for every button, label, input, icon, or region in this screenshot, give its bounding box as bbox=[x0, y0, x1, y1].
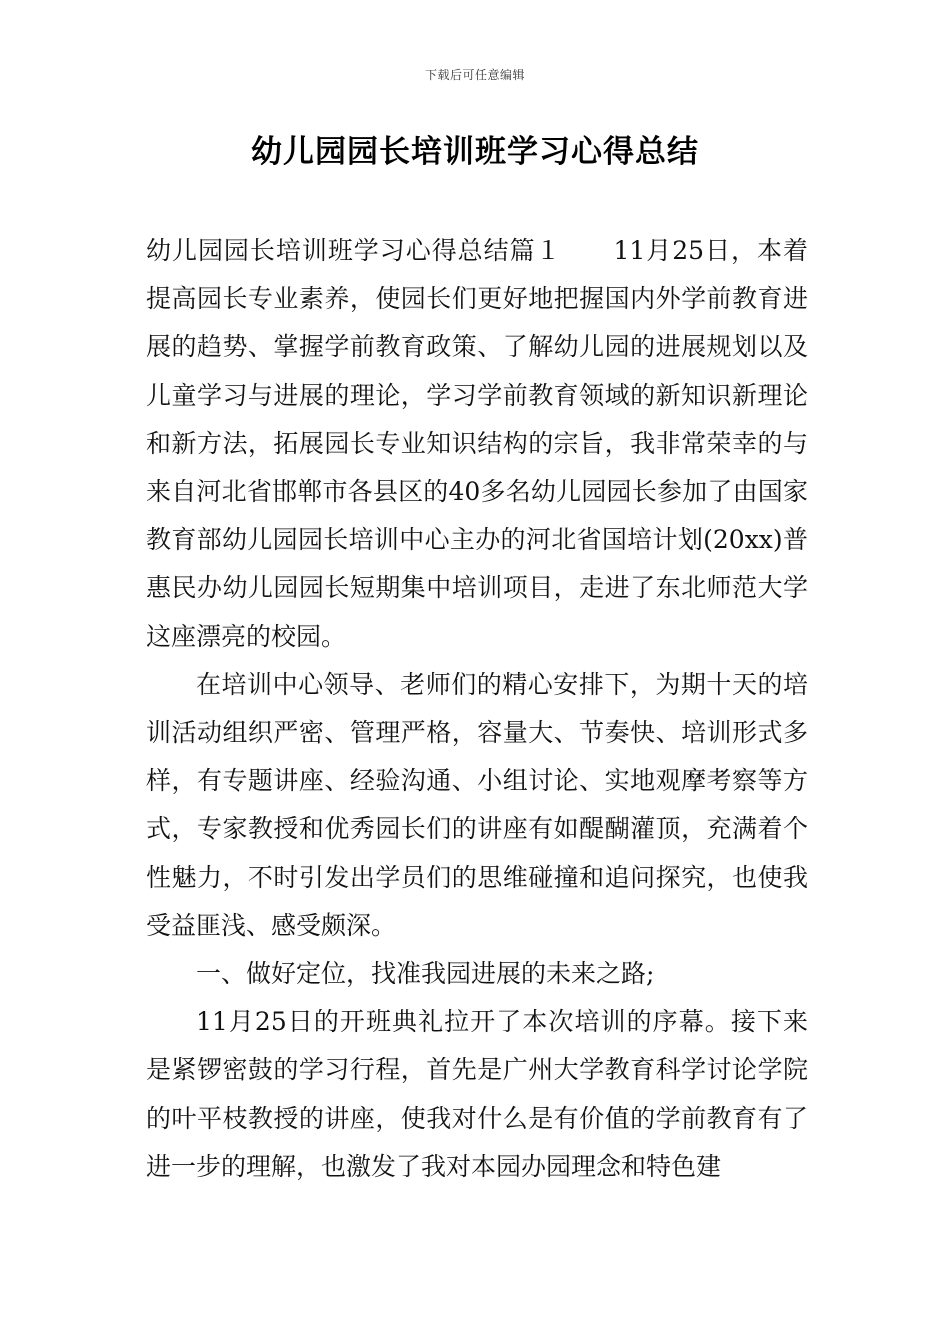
paragraph-intro: 幼儿园园长培训班学习心得总结篇１ 11月25日，本着提高园长专业素养，使园长们更好地把握国内外学前教育进展的趋势、掌握学前教育政策、了解幼儿园的进展规划以及儿童学习与进展的理论，学习学前教育领域的新知识新理论和新方法，拓展园长专业知识结构的宗旨，我非常荣幸的与来自河北省邯郸市各县区的40多名幼儿园园长参加了由国家教育部幼儿园园长培训中心主办的河北省国培计划(20xx)普惠民办幼儿园园长短期集中培训项目，走进了东北师范大学这座漂亮的校园。 bbox=[146, 236, 808, 651]
document-title: 幼儿园园长培训班学习心得总结 bbox=[251, 134, 699, 170]
section-heading-positioning: 一、做好定位，找准我园进展的未来之路; bbox=[196, 959, 655, 989]
header-note: 下载后可任意编辑 bbox=[424, 68, 525, 82]
document-body bbox=[146, 227, 808, 1191]
paragraph-opening-ceremony: 11月25日的开班典礼拉开了本次培训的序幕。接下来是紧锣密鼓的学习行程，首先是广州大学教育科学讨论学院的叶平枝教授的讲座，使我对什么是有价值的学前教育有了进一步的理解，也激发了我对本园办园理念和特色建 bbox=[146, 1007, 808, 1181]
paragraph-training-arrangement: 在培训中心领导、老师们的精心安排下，为期十天的培训活动组织严密、管理严格，容量大、节奏快、培训形式多样，有专题讲座、经验沟通、小组讨论、实地观摩考察等方式，专家教授和优秀园长们的讲座有如醍醐灌顶，充满着个性魅力，不时引发出学员们的思维碰撞和追问探究，也使我受益匪浅、感受颇深。 bbox=[146, 669, 808, 940]
